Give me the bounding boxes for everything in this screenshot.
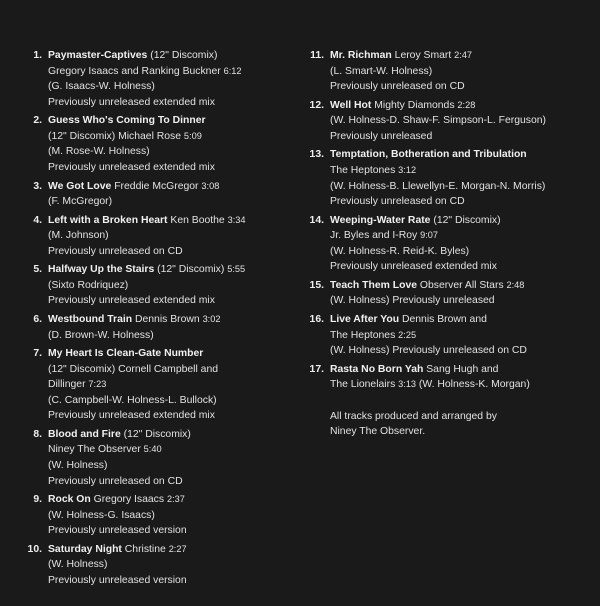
track-line <box>330 259 590 275</box>
track-line <box>48 194 288 210</box>
track-info: Previously unreleased extended mix <box>48 295 215 307</box>
track-item <box>18 179 288 210</box>
track-line <box>48 492 288 508</box>
track-title: Blood and Fire <box>48 428 121 440</box>
track-info: Previously unreleased version <box>48 575 187 587</box>
track-info: (W. Holness-K. Morgan) <box>416 379 530 391</box>
track-item <box>18 346 288 424</box>
track-info: Christine <box>121 543 169 555</box>
track-duration: 3:13 <box>398 379 417 390</box>
track-duration: 7:23 <box>88 379 107 390</box>
track-item <box>300 213 590 275</box>
track-info: Mighty Diamonds <box>371 99 458 111</box>
track-info: Previously unreleased extended mix <box>48 162 215 174</box>
track-duration: 2:48 <box>506 279 525 290</box>
track-info: (W. Holness-R. Reid-K. Byles) <box>330 245 470 257</box>
track-line <box>48 393 288 409</box>
track-info: Previously unreleased on CD <box>330 196 465 208</box>
track-title: Halfway Up the Stairs <box>48 264 155 276</box>
track-line <box>48 95 288 111</box>
track-info: Freddie McGregor <box>111 180 202 192</box>
track-line <box>48 328 288 344</box>
track-line <box>48 113 288 129</box>
track-info: (C. Campbell-W. Holness-L. Bullock) <box>48 394 217 406</box>
track-info: (12" Discomix) <box>147 50 218 61</box>
track-info: (12" Discomix) <box>120 428 191 440</box>
track-item <box>300 362 590 393</box>
track-line <box>330 328 590 344</box>
track-line <box>330 64 590 80</box>
track-info: Previously unreleased on CD <box>48 245 183 257</box>
track-duration: 3:12 <box>398 164 417 175</box>
track-info: Dennis Brown and <box>399 313 487 325</box>
track-line <box>330 293 590 309</box>
track-number: 5. <box>33 264 42 276</box>
track-info: Observer All Stars <box>417 279 507 291</box>
track-info: Dillinger <box>48 379 89 391</box>
track-number: 6. <box>33 313 42 325</box>
track-line <box>48 228 288 244</box>
track-duration: 2:25 <box>398 329 417 340</box>
track-info: Leroy Smart <box>391 50 455 61</box>
track-title: Rock On <box>48 494 91 506</box>
track-line <box>330 278 590 294</box>
track-line <box>48 508 288 524</box>
production-credits <box>330 409 590 440</box>
track-line <box>48 79 288 95</box>
track-line <box>48 64 288 80</box>
track-duration: 3:02 <box>202 313 221 324</box>
track-duration: 3:34 <box>227 214 246 225</box>
track-info: Niney The Observer <box>48 444 144 456</box>
track-item <box>18 213 288 260</box>
track-line <box>330 312 590 328</box>
track-info: (F. McGregor) <box>48 196 113 208</box>
track-number: 14. <box>309 214 324 226</box>
track-title: Rasta No Born Yah <box>330 363 424 375</box>
track-title: We Got Love <box>48 180 112 192</box>
track-info: Previously unreleased extended mix <box>48 410 215 422</box>
track-info: (D. Brown-W. Holness) <box>48 329 154 341</box>
track-line <box>48 129 288 145</box>
tracklist-left-column <box>18 48 288 592</box>
track-line <box>330 113 590 129</box>
track-title: Teach Them Love <box>330 279 417 291</box>
track-item <box>18 48 288 110</box>
track-info: Gregory Isaacs and Ranking Buckner <box>48 65 224 77</box>
track-line <box>48 542 288 558</box>
track-number: 9. <box>33 494 42 506</box>
track-info: (W. Holness-G. Isaacs) <box>48 509 155 521</box>
track-info: (12" Discomix) <box>430 214 501 226</box>
credits-line-2: Niney The Observer. <box>330 426 426 438</box>
track-line <box>48 573 288 589</box>
track-info: (W. Holness) Previously unreleased on CD <box>330 345 527 357</box>
track-details <box>330 98 590 145</box>
track-title: Paymaster-Captives <box>48 50 148 61</box>
track-info: (12" Discomix) <box>154 264 228 276</box>
track-number: 13. <box>309 149 324 161</box>
track-item <box>300 147 590 209</box>
track-line <box>48 213 288 229</box>
track-item <box>18 113 288 175</box>
track-line <box>330 213 590 229</box>
track-info: The Heptones <box>330 329 399 341</box>
track-line <box>48 144 288 160</box>
track-line <box>48 312 288 328</box>
track-line <box>48 474 288 490</box>
track-duration: 5:09 <box>183 130 202 141</box>
track-line <box>48 377 288 393</box>
track-info: Previously unreleased <box>330 130 433 142</box>
track-info: Previously unreleased extended mix <box>330 261 497 273</box>
track-info: (W. Holness) <box>48 559 108 571</box>
track-number: 7. <box>33 348 42 360</box>
track-info: (M. Rose-W. Holness) <box>48 146 150 158</box>
track-details <box>330 147 590 209</box>
track-number: 3. <box>33 180 42 192</box>
track-duration: 2:27 <box>168 543 187 554</box>
track-number: 17. <box>309 363 324 375</box>
track-duration: 2:28 <box>457 99 476 110</box>
tracklist-right-column <box>300 48 590 440</box>
track-title: Left with a Broken Heart <box>48 214 168 226</box>
track-details <box>330 362 590 393</box>
track-line <box>48 293 288 309</box>
track-details <box>330 278 590 309</box>
track-line <box>48 408 288 424</box>
track-line <box>330 244 590 260</box>
track-title: Mr. Richman <box>330 50 392 61</box>
track-details <box>330 213 590 275</box>
track-line <box>48 458 288 474</box>
track-line <box>48 557 288 573</box>
track-duration: 6:12 <box>223 65 242 76</box>
track-info: (M. Johnson) <box>48 230 109 242</box>
track-number: 4. <box>33 214 42 226</box>
track-line <box>330 79 590 95</box>
track-line <box>48 160 288 176</box>
track-details <box>48 346 288 424</box>
track-duration: 2:37 <box>166 494 185 505</box>
track-details <box>48 542 288 589</box>
track-info: Gregory Isaacs <box>90 494 167 506</box>
track-item <box>18 312 288 343</box>
track-details <box>48 48 288 110</box>
track-number: 16. <box>309 313 324 325</box>
track-details <box>48 262 288 309</box>
track-info: Ken Boothe <box>167 214 228 226</box>
track-duration: 5:40 <box>143 444 162 455</box>
track-line <box>48 278 288 294</box>
track-line <box>48 427 288 443</box>
track-line <box>48 362 288 378</box>
tracklist-right-tracks <box>300 48 590 393</box>
track-info: (L. Smart-W. Holness) <box>330 65 433 77</box>
track-item <box>18 542 288 589</box>
track-info: (Sixto Rodriquez) <box>48 279 129 291</box>
track-info: Jr. Byles and I-Roy <box>330 230 421 242</box>
track-info: (W. Holness-B. Llewellyn-E. Morgan-N. Morris) <box>330 180 546 192</box>
track-info: (12" Discomix) Michael Rose <box>48 130 184 142</box>
track-info: Previously unreleased on CD <box>48 475 183 487</box>
track-line <box>330 194 590 210</box>
track-item <box>18 427 288 489</box>
track-details <box>48 312 288 343</box>
track-title: My Heart Is Clean-Gate Number <box>48 348 204 360</box>
track-info: Sang Hugh and <box>423 363 499 375</box>
track-details <box>48 179 288 210</box>
track-line <box>48 442 288 458</box>
track-info: (W. Holness) Previously unreleased <box>330 295 495 307</box>
track-line <box>48 48 288 64</box>
track-info: (W. Holness-D. Shaw-F. Simpson-L. Ferguson) <box>330 115 546 127</box>
track-duration: 2:47 <box>454 50 473 60</box>
track-number: 10. <box>27 543 42 555</box>
track-duration: 9:07 <box>420 230 438 241</box>
track-info: (W. Holness) <box>48 460 108 472</box>
track-line <box>330 48 590 64</box>
track-line <box>330 228 590 244</box>
track-line <box>330 377 590 393</box>
track-line <box>48 346 288 362</box>
track-duration: 3:08 <box>201 180 220 191</box>
track-item <box>300 278 590 309</box>
track-line <box>330 179 590 195</box>
track-item <box>18 492 288 539</box>
track-details <box>48 213 288 260</box>
track-details <box>330 48 590 95</box>
track-number: 11. <box>310 50 324 61</box>
track-info: (G. Isaacs-W. Holness) <box>48 81 155 93</box>
track-line <box>48 244 288 260</box>
track-line <box>330 362 590 378</box>
credits-line-1: All tracks produced and arranged by <box>330 410 497 422</box>
track-title: Saturday Night <box>48 543 122 555</box>
track-info: Dennis Brown <box>132 313 203 325</box>
track-line <box>48 262 288 278</box>
track-title: Westbound Train <box>48 313 133 325</box>
track-number: 8. <box>33 428 42 440</box>
track-number: 2. <box>33 115 42 127</box>
track-info: Previously unreleased on CD <box>330 81 465 93</box>
track-item <box>300 312 590 359</box>
track-title: Well Hot <box>330 99 372 111</box>
track-line <box>48 523 288 539</box>
track-title: Weeping-Water Rate <box>330 214 431 226</box>
track-info: The Lionelairs <box>330 379 399 391</box>
track-title: Live After You <box>330 313 400 325</box>
track-number: 15. <box>309 279 324 291</box>
track-number: 1. <box>33 50 42 61</box>
track-details <box>48 492 288 539</box>
track-item <box>18 262 288 309</box>
track-line <box>330 147 590 163</box>
track-line <box>48 179 288 195</box>
track-item <box>300 98 590 145</box>
track-info: (12" Discomix) Cornell Campbell and <box>48 363 218 375</box>
track-info: Previously unreleased extended mix <box>48 96 215 108</box>
track-duration: 5:55 <box>227 264 246 275</box>
track-details <box>48 427 288 489</box>
track-line <box>330 163 590 179</box>
track-info: The Heptones <box>330 164 399 176</box>
track-info: Previously unreleased version <box>48 525 187 537</box>
track-details <box>48 113 288 175</box>
track-line <box>330 129 590 145</box>
track-line <box>330 343 590 359</box>
track-details <box>330 312 590 359</box>
track-number: 12. <box>309 99 324 111</box>
track-item <box>300 48 590 95</box>
track-title: Temptation, Botheration and Tribulation <box>330 149 527 161</box>
track-line <box>330 98 590 114</box>
track-title: Guess Who's Coming To Dinner <box>48 115 206 127</box>
